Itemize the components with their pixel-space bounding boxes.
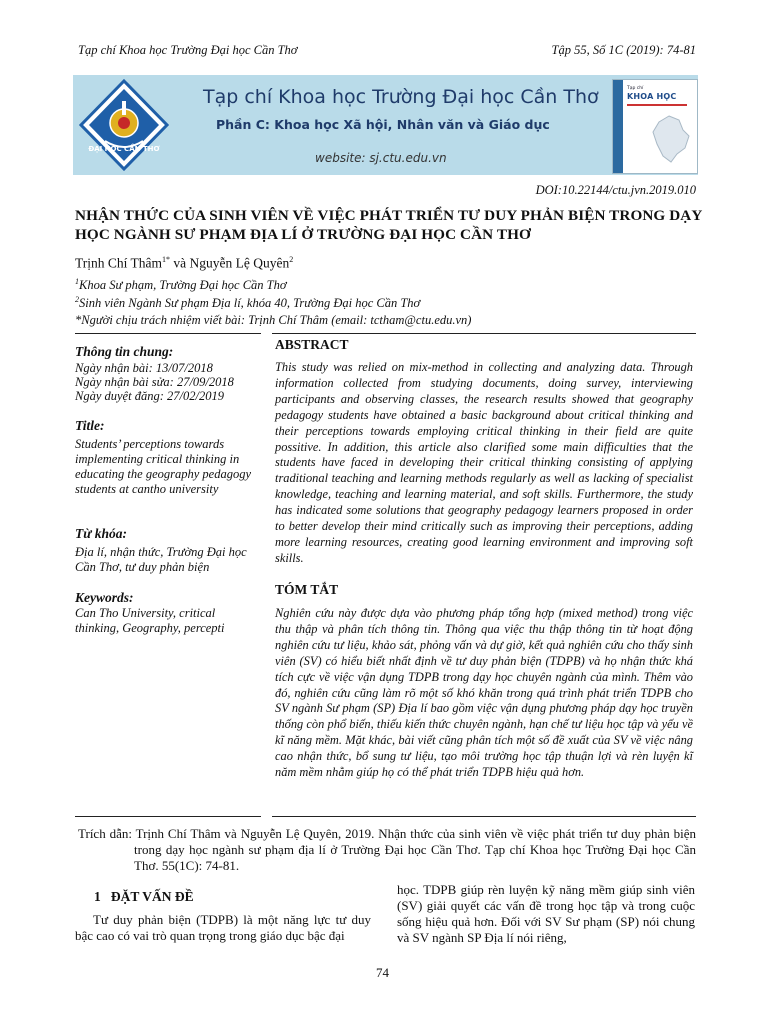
author-connector: và [170, 255, 190, 271]
banner-title: Tạp chí Khoa học Trường Đại học Cần Thơ [203, 86, 599, 108]
section-1-heading: 1 ĐẶT VẤN ĐỀ [94, 889, 194, 904]
affiliation-2-number: 2 [75, 295, 79, 304]
keywords-vi-text: Địa lí, nhận thức, Trường Đại học Cần Thơ, tư duy phản biện [75, 545, 247, 574]
divider-bottom-right [272, 816, 696, 817]
keywords-vi-heading: Từ khóa: [75, 526, 127, 541]
affiliation-1-number: 1 [75, 277, 79, 286]
affiliation-2 [75, 295, 420, 311]
cover-band [613, 80, 623, 173]
vietnamese-summary-heading: TÓM TẮT [275, 582, 339, 597]
article-title: NHẬN THỨC CỦA SINH VIÊN VỀ VIỆC PHÁT TRIỂN TƯ DUY PHẢN BIỆN TRONG DẠY HỌC NGÀNH SƯ PHẠM ĐỊA LÍ Ở TRƯỜNG ĐẠI HỌC CẦN THƠ [75, 207, 702, 243]
intro-paragraph-left: Tư duy phản biện (TDPB) là một năng lực tư duy bậc cao có vai trò quan trọng trong giáo dục bậc đại [75, 912, 371, 943]
divider-top-left [75, 333, 261, 334]
keywords-en-text: Can Tho University, critical thinking, Geography, percepti [75, 606, 225, 635]
cover-map-icon [649, 114, 693, 164]
author-2-superscript: 2 [289, 255, 294, 264]
doi-link[interactable]: DOI:10.22144/ctu.jvn.2019.010 [535, 183, 696, 197]
logo-lettering: ĐẠI HỌC CẦN THƠ [88, 145, 160, 153]
article-info-heading: Thông tin chung: [75, 344, 174, 359]
university-logo [79, 79, 169, 171]
cover-small-text: Tạp chí [627, 86, 644, 91]
author-1-superscript: 1* [162, 255, 171, 264]
date-revised: Ngày nhận bài sửa: 27/09/2018 [75, 375, 234, 389]
author-1: Trịnh Chí Thâm [75, 255, 163, 271]
journal-cover-thumbnail [612, 79, 698, 174]
affiliation-1 [75, 277, 287, 293]
divider-bottom-left [75, 816, 261, 817]
citation-text: Trích dẫn: Trịnh Chí Thâm và Nguyễn Lệ Quyên, 2019. Nhận thức của sinh viên về việc phát triển tư duy phản biện trong dạy học ngành sư phạm địa lí ở Trường Đại học Cần Thơ. Tạp chí Khoa học Trường Đại học Cần Thơ. 55(1C): 74-81. [78, 826, 696, 873]
abstract-heading: ABSTRACT [275, 337, 349, 352]
author-2: Nguyễn Lệ Quyên [189, 255, 290, 271]
english-title-text: Students’ perceptions towards implementing critical thinking in educating the geography pedagogy students at cantho university [75, 437, 251, 496]
cover-accent-line [627, 104, 687, 106]
author-line [75, 255, 293, 272]
divider-top-right [272, 333, 696, 334]
date-received: Ngày nhận bài: 13/07/2018 [75, 361, 213, 375]
corresponding-author: *Người chịu trách nhiệm viết bài: Trịnh Chí Thâm (email: tctham@ctu.edu.vn) [75, 313, 472, 327]
english-title-heading: Title: [75, 418, 105, 433]
vietnamese-summary-text: Nghiên cứu này được dựa vào phương pháp tổng hợp (mixed method) trong việc thu thập và phân tích thông tin. Thông qua việc thu thập thông tin từ hoạt động nghiên cứu tư liệu, khảo sát, phỏng vấn và dự giờ, kết quả nghiên cứu cho thấy sinh viên (SV) có hiểu biết nhất định về tư duy phản biện (TDPB) và họ nhận thức khá tích cực về việc vận dụng TDPB trong dạy học chuyên ngành của mình. Thêm vào đó, nghiên cứu cũng làm rõ một số khó khăn trong quá trình phát triển TDPB cho SV ngành Sư phạm (SP) Địa lí bao gồm việc vận dụng phương pháp dạy học truyền thống còn phổ biến, thiếu kiến thức chuyên ngành, hạn chế tư liệu học tập và yếu về kĩ năng mềm. Mặt khác, bài viết cũng phân tích một số đề xuất của SV về việc nâng cao nhận thức, bổ sung tư liệu, tạo môi trường học tập thuận lợi và rèn luyện kĩ năm mềm nhằm giúp họ có thể phát triển TDPB hiệu quả hơn. [275, 606, 693, 780]
journal-banner [73, 75, 698, 175]
banner-subtitle: Phần C: Khoa học Xã hội, Nhân văn và Giáo dục [216, 117, 550, 132]
keywords-en-heading: Keywords: [75, 590, 134, 605]
affiliation-1-text: Khoa Sư phạm, Trường Đại học Cần Thơ [79, 278, 287, 293]
date-accepted: Ngày duyệt đăng: 27/02/2019 [75, 389, 224, 403]
cover-journal-name: KHOA HỌC [627, 92, 677, 101]
affiliation-2-text: Sinh viên Ngành Sư phạm Địa lí, khóa 40, Trường Đại học Cần Thơ [79, 296, 421, 311]
intro-paragraph-right: học. TDPB giúp rèn luyện kỹ năng mềm giúp sinh viên (SV) giải quyết các vấn đề trong học tập và trong cuộc sống hiệu quả hơn. Đối với SV Sư phạm (SP) nói chung và SV ngành SP Địa lí nói riêng, [397, 882, 695, 945]
running-header-volume: Tập 55, Số 1C (2019): 74-81 [551, 43, 696, 57]
abstract-text: This study was relied on mix-method in collecting and analyzing data. Through information collected from studying documents, doing survey, interviewing participants and observing classes, the research results showed that geography pedagogy students have obtained a basic background about critical thinking and their perceptions towards employing critical thinking in their field are quite possitive. In addition, this article also clarified some main difficulties that the students have faced in developing their critical thinking consisting of applying traditional teaching and learning methods regularly as well as lacking of specialist knowledge, teaching and learning material, and soft skills. Furthermore, the study has indicated some solutions that geography pedagogy learners proposed in order to better develop their mind critically such as improving their perceptions, adding more learning resources, creating good learning environment and improving soft skills. [275, 360, 693, 565]
page-number: 74 [376, 965, 389, 980]
banner-website[interactable]: website: sj.ctu.edu.vn [315, 151, 447, 165]
running-header-journal: Tạp chí Khoa học Trường Đại học Cần Thơ [78, 43, 298, 57]
